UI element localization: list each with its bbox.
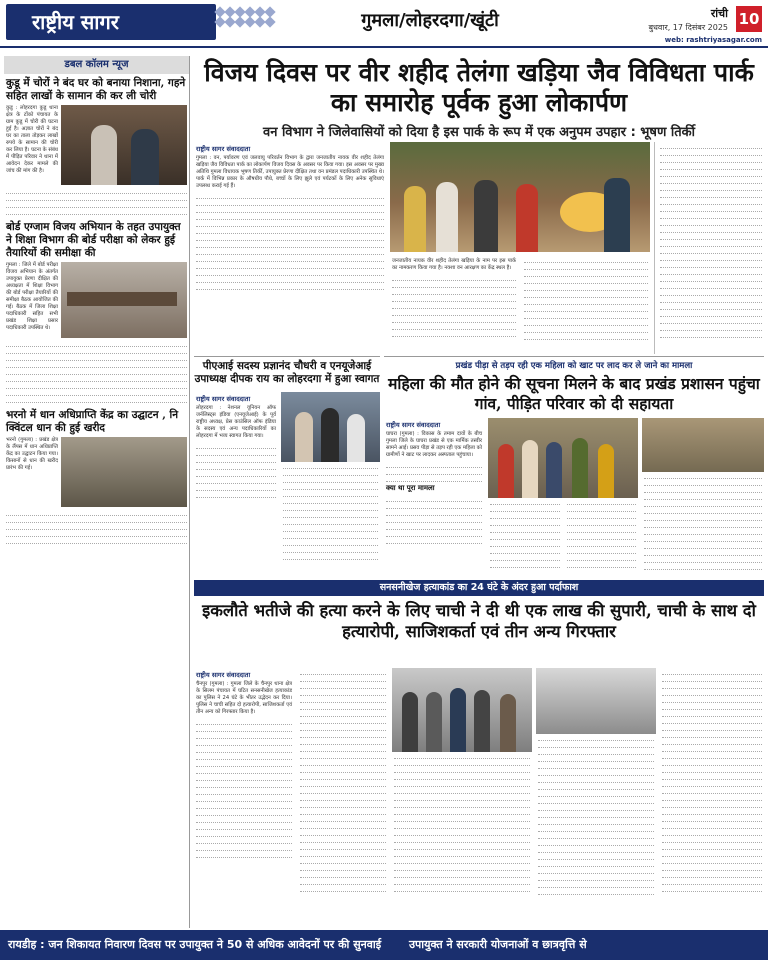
double-column-tab: डबल कॉलम न्यूज: [4, 56, 189, 74]
kudu-theft-photo: [61, 105, 187, 185]
mahila-photo: [488, 418, 638, 498]
lead-body-continued: जनजातीय नायक वीर शहीद तेलंगा खड़िया के नाम पर इस पार्क का नामकरण किया गया है। नक्शा वन आरक्षण का केंद्र स्थल है।: [392, 258, 516, 271]
press-welcome-block: [194, 392, 380, 574]
decorative-diamonds: [216, 8, 274, 26]
paddy-centre-photo: [61, 437, 187, 507]
mahila-block: [384, 418, 764, 576]
kudu-theft-body: कुडू : लोहरदगा कुडू थाना क्षेत्र के टोंको पंचायत के ग्राम कुडू में चोरी की घटना हुई है। अज्ञात चोरों ने बंद घर का ताला तोड़कर लाखों रुपये के सामान की चोरी कर लिया है। घटना के संबंध में पीड़ित परिवार ने थाना में आवेदन देकर मामले की जांच की मांग की है।: [6, 105, 58, 174]
mahila-question: क्या था पूरा मामला: [386, 484, 435, 492]
lead-headline: विजय दिवस पर वीर शहीद तेलंगा खड़िया जैव विविधता पार्क का समारोह पूर्वक हुआ लोकार्पण: [204, 58, 754, 117]
bottom-teaser-right: उपायुक्त ने सरकारी योजनाओं व छात्रवृत्ति से: [408, 938, 587, 951]
press-byline: राष्ट्रीय सागर संवाददाता: [196, 395, 251, 403]
edition-title: गुमला/लोहरदगा/खूंटी: [361, 10, 499, 31]
board-exam-headline: बोर्ड एग्जाम विजय अभियान के तहत उपायुक्त ने शिक्षा विभाग की बोर्ड परीक्षा को लेकर हुई तैयारियों की समीक्षा की: [6, 221, 181, 259]
murder-photo: [392, 668, 532, 752]
press-welcome-headline: पीएआई सदस्य प्रज्ञानंद चौधरी व एनयूजेआई उपाध्यक्ष दीपक राय का लोहरदगा में हुआ स्वागत: [194, 360, 380, 385]
paddy-centre-body: भरनो (गुमला) : प्रखंड क्षेत्र के लैंपस में धान अधिप्राप्ति केंद्र का उद्घाटन किया गया। किसानों से धान की खरीद प्रारंभ की गई।: [6, 437, 58, 471]
website[interactable]: web: rashtriyasagar.com: [664, 36, 762, 44]
murder-kicker: सनसनीखेज हत्याकांड का 24 घंटे के अंदर हुआ पर्दाफाश: [194, 580, 764, 596]
mahila-body: घाघरा (गुमला) : विकास के तमाम दावों के बीच गुमला जिले के घाघरा प्रखंड से एक मार्मिक तस्वीर सामने आई। प्रसव पीड़ा से तड़प रही एक महिला को ग्रामीणों ने खाट पर लादकर अस्पताल पहुंचाया।: [386, 431, 482, 458]
press-body: लोहरदगा : नेशनल यूनियन ऑफ जर्नलिस्ट्स इंडिया (एनयूजेआई) के पूर्व राष्ट्रीय अध्यक्ष, प्रेस काउंसिल ऑफ इंडिया के सदस्य एवं अन्य पदाधिकारियों का लोहरदगा में भव्य स्वागत किया गया।: [196, 405, 276, 439]
masthead: [0, 0, 768, 48]
edition-city: रांची: [710, 7, 728, 20]
bottom-teaser-strip: [0, 930, 768, 960]
murder-block: [194, 668, 764, 926]
lead-byline: राष्ट्रीय सागर संवाददाता: [196, 145, 251, 153]
page-number: 10: [736, 6, 762, 32]
issue-date: बुधवार, 17 दिसंबर 2025: [648, 23, 728, 32]
mahila-photo-2: [642, 418, 764, 472]
lead-text-block: [194, 142, 386, 354]
murder-byline: राष्ट्रीय सागर संवाददाता: [196, 671, 251, 679]
lead-body: गुमला : वन, पर्यावरण एवं जलवायु परिवर्तन विभाग के द्वारा जनजातीय नायक वीर शहीद तेलंगा खड़िया जैव विविधता पार्क का लोकार्पण विजय दिवस के अवसर पर किया गया। इस अवसर पर मुख्य अतिथि गुमला विधायक भूषण तिर्की, उपायुक्त प्रेरणा दीक्षित तथा वन प्रमंडल पदाधिकारी उपस्थित थे। पार्क में विभिन्न प्रकार के औषधीय पौधे, बच्चों के लिए झूले एवं पर्यटकों के लिए अनेक सुविधाएं उपलब्ध कराई गई हैं।: [196, 155, 384, 189]
newspaper-logo: राष्ट्रीय सागर: [6, 4, 216, 40]
left-column: [4, 56, 190, 928]
lead-continuation: [390, 256, 650, 354]
board-exam-body: गुमला : जिले में बोर्ड परीक्षा विजय अभियान के अंतर्गत उपायुक्त प्रेरणा दीक्षित की अध्यक्षता में शिक्षा विभाग की बोर्ड परीक्षा तैयारियों की समीक्षा बैठक आयोजित की गई। बैठक में जिला शिक्षा पदाधिकारी सहित सभी प्रखंड शिक्षा प्रसार पदाधिकारी उपस्थित थे।: [6, 262, 58, 331]
murder-body: चैनपुर (गुमला) : गुमला जिले के चैनपुर थाना क्षेत्र के सिलम पंचायत में घटित सनसनीखेज हत्याकांड का पुलिस ने 24 घंटे के भीतर उद्भेदन कर दिया। पुलिस ने चाची सहित दो हत्यारोपी, साजिशकर्ता एवं तीन अन्य को गिरफ्तार किया है।: [196, 681, 292, 715]
press-welcome-photo: [281, 392, 380, 462]
right-column-lead: [654, 142, 764, 354]
paddy-centre-headline: भरनो में धान अधिप्राप्ति केंद्र का उद्घाटन , नि क्विंटल धान की हुई खरीद: [6, 409, 179, 434]
park-inauguration-photo: [390, 142, 650, 252]
murder-headline: इकलौते भतीजे की हत्या करने के लिए चाची ने दी थी एक लाख की सुपारी, चाची के साथ दो हत्यारोपी, साजिशकर्ता एवं तीन अन्य गिरफ्तार: [202, 601, 756, 641]
bottom-teaser-left: रायडीह : जन शिकायत निवारण दिवस पर उपायुक्त ने 50 से अधिक आवेदनों पर की सुनवाई: [8, 938, 382, 951]
kudu-theft-headline: कुडू में चोरों ने बंद घर को बनाया निशाना, गहने सहित लाखों के सामान की कर ली चोरी: [6, 77, 186, 102]
board-exam-photo: [61, 262, 187, 338]
murder-photo-2: [536, 668, 656, 734]
mahila-kicker: प्रखंड पीड़ा से तड़प रही एक महिला को खाट पर लाद कर ले जाने का मामला: [455, 361, 693, 371]
mahila-byline: राष्ट्रीय सागर संवाददाता: [386, 421, 441, 429]
lead-subheadline: वन विभाग ने जिलेवासियों को दिया है इस पार्क के रूप में एक अनुपम उपहार : भूषण तिर्की: [262, 125, 696, 140]
mahila-headline: महिला की मौत होने की सूचना मिलने के बाद प्रखंड प्रशासन पहुंचा गांव, पीड़ित परिवार को दी सहायता: [388, 374, 760, 413]
